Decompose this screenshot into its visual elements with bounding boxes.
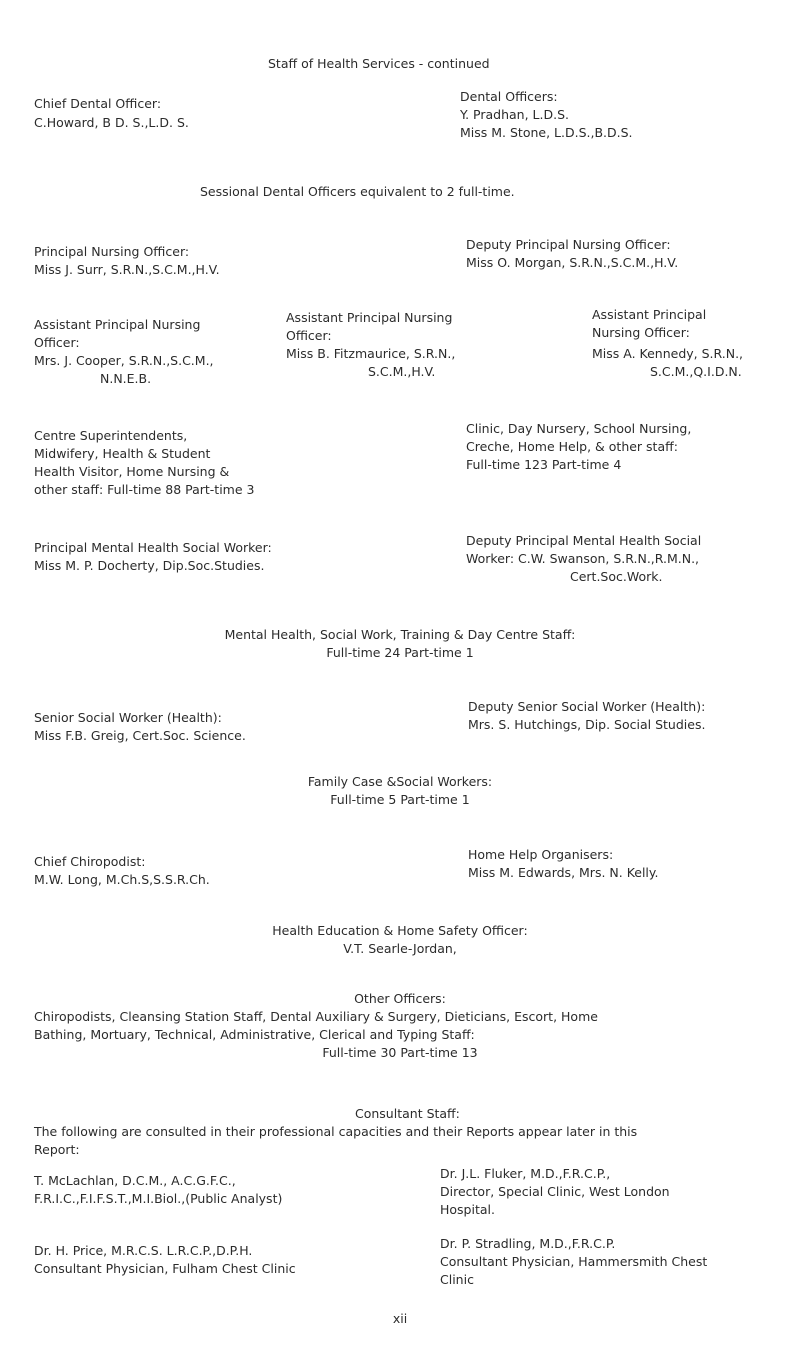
centre-sup-line1: Centre Superintendents, [34, 428, 188, 443]
chief-dental-name: C.Howard, B D. S.,L.D. S. [34, 115, 189, 130]
other-officers-line1: Chiropodists, Cleansing Station Staff, Dental Auxiliary & Surgery, Dieticians, Escort, Home [34, 1009, 598, 1024]
consultant-mclachlan-line2: F.R.I.C.,F.I.F.S.T.,M.I.Biol.,(Public Analyst) [34, 1191, 283, 1206]
asst-nursing-1-line3: Mrs. J. Cooper, S.R.N.,S.C.M., [34, 353, 214, 368]
deputy-senior-sw-title: Deputy Senior Social Worker (Health): [468, 699, 706, 714]
asst-nursing-3-line4: S.C.M.,Q.I.D.N. [650, 364, 742, 379]
clinic-staff-line1: Clinic, Day Nursery, School Nursing, [466, 421, 692, 436]
family-case-line2: Full-time 5 Part-time 1 [330, 792, 470, 807]
centre-sup-line4: other staff: Full-time 88 Part-time 3 [34, 482, 255, 497]
principal-nursing-title: Principal Nursing Officer: [34, 244, 190, 259]
principal-nursing-name: Miss J. Surr, S.R.N.,S.C.M.,H.V. [34, 262, 220, 277]
consultant-fluker-line2: Director, Special Clinic, West London [440, 1184, 670, 1199]
home-help-names: Miss M. Edwards, Mrs. N. Kelly. [468, 865, 659, 880]
deputy-nursing-title: Deputy Principal Nursing Officer: [466, 237, 671, 252]
deputy-nursing-name: Miss O. Morgan, S.R.N.,S.C.M.,H.V. [466, 255, 679, 270]
clinic-staff-line3: Full-time 123 Part-time 4 [466, 457, 622, 472]
chief-chiropodist-title: Chief Chiropodist: [34, 854, 146, 869]
dental-officer-2: Miss M. Stone, L.D.S.,B.D.S. [460, 125, 633, 140]
consultant-stradling-line2: Consultant Physician, Hammersmith Chest [440, 1254, 708, 1269]
consultant-stradling-line3: Clinic [440, 1272, 474, 1287]
senior-sw-title: Senior Social Worker (Health): [34, 710, 222, 725]
clinic-staff-line2: Creche, Home Help, & other staff: [466, 439, 678, 454]
consultant-price-line1: Dr. H. Price, M.R.C.S. L.R.C.P.,D.P.H. [34, 1243, 253, 1258]
principal-mhsw-title: Principal Mental Health Social Worker: [34, 540, 272, 555]
mental-health-staff-line1: Mental Health, Social Work, Training & Day Centre Staff: [224, 627, 576, 642]
consultant-fluker-line1: Dr. J.L. Fluker, M.D.,F.R.C.P., [440, 1166, 611, 1181]
centre-sup-line2: Midwifery, Health & Student [34, 446, 211, 461]
principal-mhsw-name: Miss M. P. Docherty, Dip.Soc.Studies. [34, 558, 265, 573]
asst-nursing-2-line2: Officer: [286, 328, 332, 343]
health-education-title: Health Education & Home Safety Officer: [272, 923, 528, 938]
deputy-mhsw-line1: Deputy Principal Mental Health Social [466, 533, 702, 548]
mental-health-staff-line2: Full-time 24 Part-time 1 [326, 645, 474, 660]
sessional-dental-note: Sessional Dental Officers equivalent to 2 full-time. [200, 184, 515, 199]
consultant-intro-line2: Report: [34, 1142, 80, 1157]
dental-officers-title: Dental Officers: [460, 89, 558, 104]
asst-nursing-1-line2: Officer: [34, 335, 80, 350]
centre-sup-line3: Health Visitor, Home Nursing & [34, 464, 230, 479]
consultant-staff-title: Consultant Staff: [355, 1106, 460, 1121]
other-officers-title: Other Officers: [354, 991, 446, 1006]
home-help-title: Home Help Organisers: [468, 847, 614, 862]
asst-nursing-2-line1: Assistant Principal Nursing [286, 310, 453, 325]
senior-sw-name: Miss F.B. Greig, Cert.Soc. Science. [34, 728, 246, 743]
other-officers-line3: Full-time 30 Part-time 13 [322, 1045, 478, 1060]
asst-nursing-3-line3: Miss A. Kennedy, S.R.N., [592, 346, 744, 361]
health-education-name: V.T. Searle-Jordan, [343, 941, 457, 956]
page-heading: Staff of Health Services - continued [268, 56, 490, 71]
family-case-line1: Family Case &Social Workers: [307, 774, 493, 789]
deputy-mhsw-line3: Cert.Soc.Work. [570, 569, 663, 584]
asst-nursing-1-line4: N.N.E.B. [100, 371, 152, 386]
consultant-intro-line1: The following are consulted in their professional capacities and their Reports appear later in this [34, 1124, 638, 1139]
consultant-stradling-line1: Dr. P. Stradling, M.D.,F.R.C.P. [440, 1236, 616, 1251]
asst-nursing-2-line4: S.C.M.,H.V. [368, 364, 436, 379]
page-number: xii [392, 1311, 408, 1326]
asst-nursing-3-line1: Assistant Principal [592, 307, 707, 322]
asst-nursing-3-line2: Nursing Officer: [592, 325, 690, 340]
dental-officer-1: Y. Pradhan, L.D.S. [460, 107, 569, 122]
asst-nursing-2-line3: Miss B. Fitzmaurice, S.R.N., [286, 346, 456, 361]
consultant-fluker-line3: Hospital. [440, 1202, 495, 1217]
consultant-price-line2: Consultant Physician, Fulham Chest Clinic [34, 1261, 296, 1276]
asst-nursing-1-line1: Assistant Principal Nursing [34, 317, 201, 332]
chief-chiropodist-name: M.W. Long, M.Ch.S,S.S.R.Ch. [34, 872, 210, 887]
chief-dental-title: Chief Dental Officer: [34, 96, 162, 111]
deputy-mhsw-line2: Worker: C.W. Swanson, S.R.N.,R.M.N., [466, 551, 700, 566]
consultant-mclachlan-line1: T. McLachlan, D.C.M., A.C.G.F.C., [34, 1173, 236, 1188]
other-officers-line2: Bathing, Mortuary, Technical, Administrative, Clerical and Typing Staff: [34, 1027, 475, 1042]
deputy-senior-sw-name: Mrs. S. Hutchings, Dip. Social Studies. [468, 717, 706, 732]
